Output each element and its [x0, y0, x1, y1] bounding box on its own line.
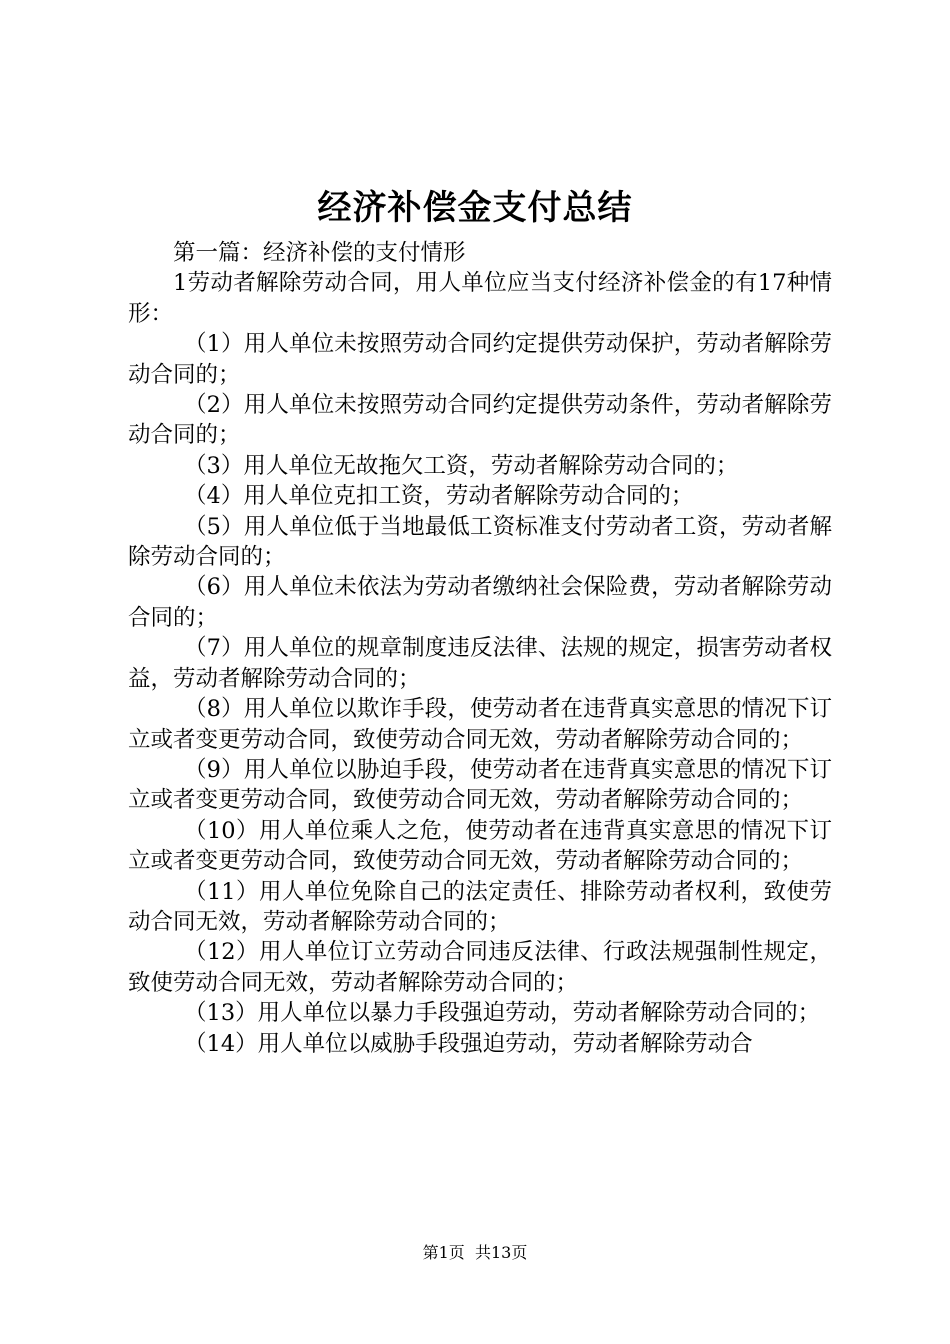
list-item-8: （8）用人单位以欺诈手段，使劳动者在违背真实意思的情况下订立或者变更劳动合同，致使劳动合同无效，劳动者解除劳动合同的； [128, 696, 832, 753]
list-item-3: （3）用人单位无故拖欠工资，劳动者解除劳动合同的； [184, 452, 739, 479]
page-footer [0, 1241, 950, 1265]
intro-paragraph: 1劳动者解除劳动合同，用人单位应当支付经济补偿金的有17种情形： [128, 270, 832, 327]
page-number: 第1页 [422, 1243, 465, 1262]
list-item-14: （14）用人单位以威胁手段强迫劳动，劳动者解除劳动合 [184, 1030, 753, 1057]
list-item-10: （10）用人单位乘人之危，使劳动者在违背真实意思的情况下订立或者变更劳动合同，致使劳动合同无效，劳动者解除劳动合同的； [128, 817, 832, 875]
section-heading: 第一篇：经济补偿的支付情形 [173, 240, 466, 266]
list-item-5: （5）用人单位低于当地最低工资标准支付劳动者工资，劳动者解除劳动合同的； [128, 513, 832, 571]
list-item-13: （13）用人单位以暴力手段强迫劳动，劳动者解除劳动合同的； [184, 1000, 821, 1027]
document-title: 经济补偿金支付总结 [317, 188, 633, 228]
list-item-9: （9）用人单位以胁迫手段，使劳动者在违背真实意思的情况下订立或者变更劳动合同，致使劳动合同无效，劳动者解除劳动合同的； [128, 756, 832, 814]
list-item-11: （11）用人单位免除自己的法定责任、排除劳动者权利，致使劳动合同无效，劳动者解除劳动合同的； [128, 878, 832, 935]
list-item-2: （2）用人单位未按照劳动合同约定提供劳动条件，劳动者解除劳动合同的； [128, 392, 832, 449]
list-item-4: （4）用人单位克扣工资，劳动者解除劳动合同的； [184, 483, 694, 510]
list-item-6: （6）用人单位未依法为劳动者缴纳社会保险费，劳动者解除劳动合同的； [128, 574, 832, 631]
document-body [128, 238, 832, 1059]
list-item-7: （7）用人单位的规章制度违反法律、法规的规定，损害劳动者权益，劳动者解除劳动合同的； [128, 635, 832, 692]
page-total: 共13页 [474, 1243, 528, 1262]
list-item-1: （1）用人单位未按照劳动合同约定提供劳动保护，劳动者解除劳动合同的； [128, 331, 832, 388]
list-item-12: （12）用人单位订立劳动合同违反法律、行政法规强制性规定，致使劳动合同无效，劳动者解除劳动合同的； [128, 939, 832, 996]
footer-spacer [465, 1243, 475, 1262]
